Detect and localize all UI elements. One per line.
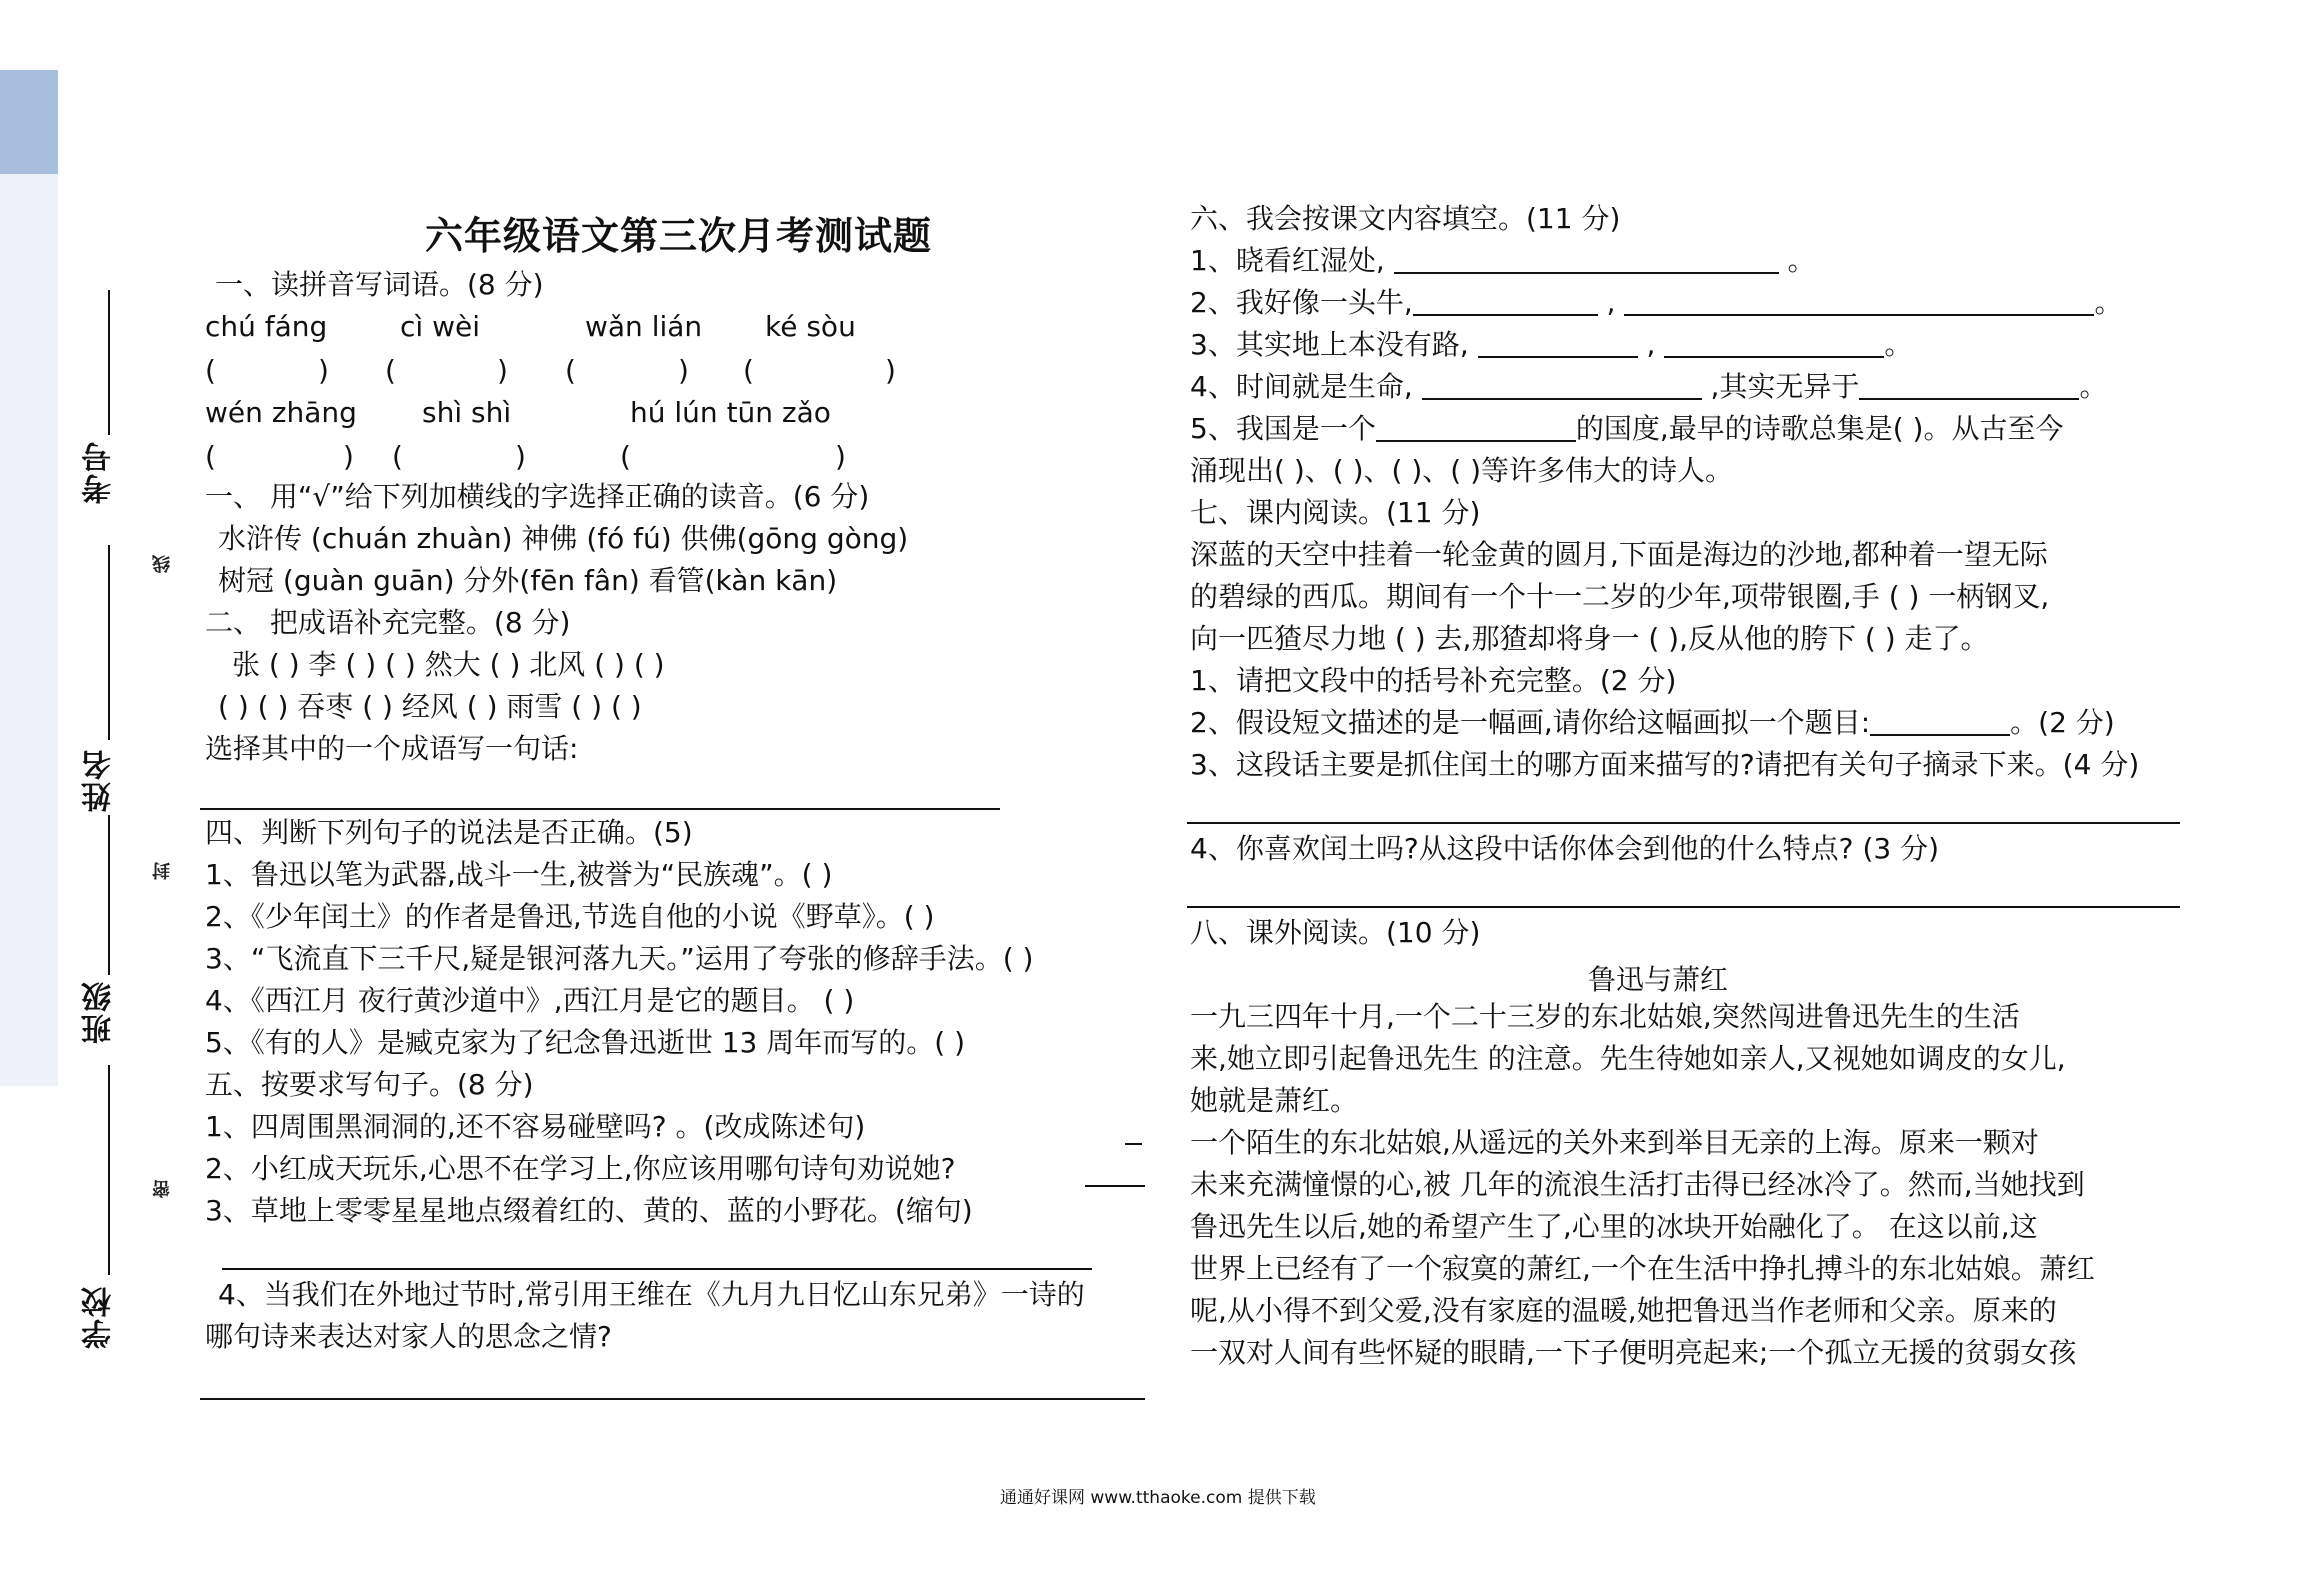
- punct: 。: [2094, 286, 2123, 319]
- article-line: 来,她立即引起鲁迅先生 的注意。先生待她如亲人,又视她如调皮的女儿,: [1190, 1042, 2066, 1075]
- footer-source: 通通好课网 www.tthaoke.com 提供下载: [1000, 1488, 1316, 1508]
- answer-line[interactable]: [1187, 906, 2180, 908]
- reading-passage-line: 的碧绿的西瓜。期间有一个十一二岁的少年,项带银圈,手 ( ) 一柄钢叉,: [1190, 580, 2050, 613]
- answer-line[interactable]: [1187, 822, 2180, 824]
- judge-item-1: 1、鲁迅以笔为武器,战斗一生,被誉为“民族魂”。( ): [205, 858, 833, 891]
- fill-blank[interactable]: [1422, 370, 1702, 400]
- pinyin-5: wén zhāng: [205, 396, 357, 429]
- section3-heading: 二、 把成语补充完整。(8 分): [205, 606, 571, 639]
- section1-heading: 一、读拼音写词语。(8 分): [215, 268, 544, 301]
- section6-heading: 六、我会按课文内容填空。(11 分): [1190, 202, 1621, 235]
- name-label: 姓名: [82, 748, 117, 812]
- section5-heading: 五、按要求写句子。(8 分): [205, 1068, 534, 1101]
- answer-paren-open: (: [620, 440, 631, 473]
- exam-number-label: 考号: [82, 440, 117, 504]
- reading-passage-line: 向一匹猹尽力地 ( ) 去,那猹却将身一 ( ),反从他的胯下 ( ) 走了。: [1190, 622, 1989, 655]
- answer-line[interactable]: [200, 1398, 1145, 1400]
- answer-paren-close: ): [318, 354, 329, 387]
- fill-q5-text: 5、我国是一个: [1190, 412, 1376, 445]
- reading-q2: [1190, 706, 2115, 740]
- answer-paren-close: ): [515, 440, 526, 473]
- article-line: 一双对人间有些怀疑的眼睛,一下子便明亮起来;一个孤立无援的贫弱女孩: [1190, 1336, 2077, 1369]
- fill-blank[interactable]: [1413, 286, 1598, 316]
- reading-passage-line: 深蓝的天空中挂着一轮金黄的圆月,下面是海边的沙地,都种着一望无际: [1190, 538, 2048, 571]
- article-line: 一九三四年十月,一个二十三岁的东北姑娘,突然闯进鲁迅先生的生活: [1190, 1000, 2020, 1033]
- fill-blank[interactable]: [1664, 328, 1884, 358]
- article-title: 鲁迅与萧红: [1588, 963, 1729, 996]
- pinyin-1: chú fáng: [205, 310, 328, 343]
- fill-q2: [1190, 286, 2122, 320]
- section7-heading: 七、课内阅读。(11 分): [1190, 496, 1481, 529]
- pinyin-6: shì shì: [422, 396, 512, 429]
- reading-q3: 3、这段话主要是抓住闰土的哪方面来描写的?请把有关句子摘录下来。(4 分): [1190, 748, 2140, 781]
- article-line: 一个陌生的东北姑娘,从遥远的关外来到举目无亲的上海。原来一颗对: [1190, 1126, 2039, 1159]
- fill-blank[interactable]: [1376, 412, 1576, 442]
- margin-strip: [0, 174, 58, 1086]
- article-line: 她就是萧红。: [1190, 1084, 1359, 1117]
- judge-item-5: 5、《有的人》是臧克家为了纪念鲁迅逝世 13 周年而写的。( ): [205, 1026, 965, 1059]
- reading-q1: 1、请把文段中的括号补充完整。(2 分): [1190, 664, 1677, 697]
- pinyin-3: wǎn lián: [585, 310, 703, 343]
- exam-number-line: [108, 290, 110, 435]
- pinyin-2: cì wèi: [400, 310, 480, 343]
- class-label: 班级: [82, 980, 117, 1044]
- idiom-line-1: 张 ( ) 李 ( ) ( ) 然大 ( ) 北风 ( ) ( ): [232, 648, 665, 681]
- answer-paren-open: (: [205, 440, 216, 473]
- pinyin-4: ké sòu: [765, 310, 856, 343]
- reading-choice-line-1: 水浒传 (chuán zhuàn) 神佛 (fó fú) 供佛(gōng gòng): [218, 522, 909, 555]
- fill-q2-text: 2、我好像一头牛,: [1190, 286, 1413, 319]
- margin-tab: [0, 70, 58, 174]
- name-line: [108, 545, 110, 740]
- section2-heading: 一、 用“√”给下列加横线的字选择正确的读音。(6 分): [205, 480, 870, 513]
- judge-item-3: 3、“飞流直下三千尺,疑是银河落九天。”运用了夸张的修辞手法。( ): [205, 942, 1034, 975]
- seal-char-xian: 线: [152, 555, 173, 573]
- idiom-line-2: ( ) ( ) 吞枣 ( ) 经风 ( ) 雨雪 ( ) ( ): [218, 690, 642, 723]
- fill-q4-text: 4、时间就是生命,: [1190, 370, 1413, 403]
- idiom-sentence-prompt: 选择其中的一个成语写一句话:: [205, 732, 579, 765]
- reading-q4: 4、你喜欢闰土吗?从这段中话你体会到他的什么特点? (3 分): [1190, 832, 1940, 865]
- seal-char-feng: 封: [152, 862, 173, 880]
- answer-paren-close: ): [885, 354, 896, 387]
- sentence-task-4-line2: 哪句诗来表达对家人的思念之情?: [205, 1320, 612, 1353]
- idiom-answer-line[interactable]: [200, 808, 1000, 810]
- class-line: [108, 815, 110, 975]
- fill-blank[interactable]: [1394, 244, 1779, 274]
- fill-q4: [1190, 370, 2107, 404]
- fill-q4-text2: ,其实无异于: [1710, 370, 1860, 403]
- pinyin-7: hú lún tūn zǎo: [630, 396, 831, 429]
- answer-paren-close: ): [678, 354, 689, 387]
- punct: ,: [1646, 328, 1656, 361]
- sentence-task-1: 1、四周围黑洞洞的,还不容易碰壁吗? 。(改成陈述句): [205, 1110, 866, 1143]
- article-line: 鲁迅先生以后,她的希望产生了,心里的冰块开始融化了。 在这以前,这: [1190, 1210, 2038, 1243]
- answer-paren-close: ): [835, 440, 846, 473]
- answer-paren-open: (: [743, 354, 754, 387]
- fill-q5-line2: 涌现出( )、( )、( )、( )等许多伟大的诗人。: [1190, 454, 1733, 487]
- answer-paren-close: ): [343, 440, 354, 473]
- title-blank[interactable]: [1870, 706, 2010, 736]
- fill-blank[interactable]: [1478, 328, 1638, 358]
- seal-char-mi: 密: [152, 1180, 173, 1198]
- fill-q3-text: 3、其实地上本没有路,: [1190, 328, 1469, 361]
- judge-item-2: 2、《少年闰土》的作者是鲁迅,节选自他的小说《野草》。( ): [205, 900, 935, 933]
- answer-mark: [1125, 1143, 1142, 1145]
- fill-q5: [1190, 412, 2063, 446]
- sentence-task-3: 3、草地上零零星星地点缀着红的、黄的、蓝的小野花。(缩句): [205, 1194, 973, 1227]
- sentence-task-2: 2、小红成天玩乐,心思不在学习上,你应该用哪句诗句劝说她?: [205, 1152, 956, 1185]
- judge-item-4: 4、《西江月 夜行黄沙道中》,西江月是它的题目。 ( ): [205, 984, 855, 1017]
- answer-line-short[interactable]: [1085, 1185, 1145, 1187]
- section4-heading: 四、判断下列句子的说法是否正确。(5): [205, 816, 693, 849]
- fill-blank[interactable]: [1624, 286, 2094, 316]
- reading-q2-score: 。(2 分): [2010, 706, 2115, 739]
- punct: 。: [2079, 370, 2108, 403]
- fill-q3: [1190, 328, 1912, 362]
- article-line: 世界上已经有了一个寂寞的萧红,一个在生活中挣扎搏斗的东北姑娘。萧红: [1190, 1252, 2095, 1285]
- answer-line[interactable]: [222, 1268, 1092, 1270]
- answer-paren-open: (: [205, 354, 216, 387]
- article-line: 呢,从小得不到父爱,没有家庭的温暖,她把鲁迅当作老师和父亲。原来的: [1190, 1294, 2057, 1327]
- fill-q5-text2: 的国度,最早的诗歌总集是( )。从古至今: [1575, 412, 2064, 445]
- article-line: 未来充满憧憬的心,被 几年的流浪生活打击得已经冰冷了。然而,当她找到: [1190, 1168, 2085, 1201]
- punct: 。: [1884, 328, 1913, 361]
- fill-blank[interactable]: [1859, 370, 2079, 400]
- answer-paren-open: (: [385, 354, 396, 387]
- answer-paren-open: (: [565, 354, 576, 387]
- school-label: 学校: [82, 1285, 117, 1349]
- reading-q2-text: 2、假设短文描述的是一幅画,请你给这幅画拟一个题目:: [1190, 706, 1871, 739]
- sentence-task-4-line1: 4、当我们在外地过节时,常引用王维在《九月九日忆山东兄弟》一诗的: [218, 1278, 1085, 1311]
- page-title: 六年级语文第三次月考测试题: [425, 214, 933, 258]
- answer-paren-open: (: [392, 440, 403, 473]
- fill-q1: [1190, 244, 1816, 278]
- section8-heading: 八、课外阅读。(10 分): [1190, 916, 1481, 949]
- answer-paren-close: ): [497, 354, 508, 387]
- school-line: [108, 1065, 110, 1275]
- fill-q1-text: 1、晓看红湿处,: [1190, 244, 1385, 277]
- punct: ,: [1606, 286, 1616, 319]
- punct: 。: [1787, 244, 1816, 277]
- reading-choice-line-2: 树冠 (guàn guān) 分外(fēn fân) 看管(kàn kān): [218, 564, 838, 597]
